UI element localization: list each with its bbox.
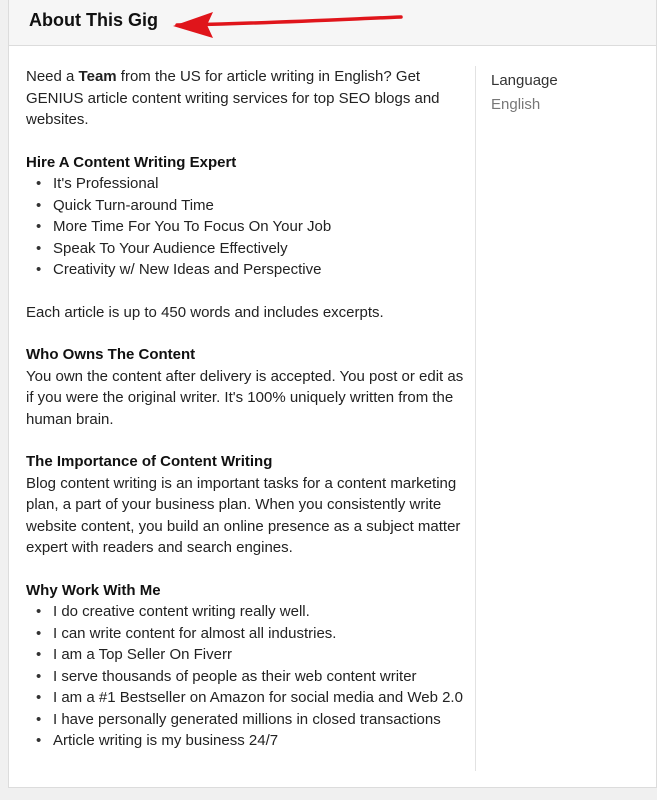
intro-bold-word: Team (78, 68, 117, 85)
list-item: • I am a Top Seller On Fiverr (53, 644, 466, 666)
list-item: • I am a #1 Bestseller on Amazon for social media and Web 2.0 (53, 687, 466, 709)
red-arrow-annotation (169, 4, 409, 44)
section-heading-hire: Hire A Content Writing Expert (26, 153, 237, 171)
intro-paragraph (26, 66, 466, 131)
importance-body: Blog content writing is an important tasks for a content marketing plan, a part of your business plan. When you consistently write website content, you build an online presence as a subject matter expert with readers and search engines. (26, 474, 461, 556)
list-item: • Article writing is my business 24/7 (53, 730, 466, 752)
list-item: • Quick Turn-around Time (53, 195, 466, 217)
language-value: English (491, 96, 541, 113)
ownership-body: You own the content after delivery is accepted. You post or edit as if you were the original writer. It's 100% uniquely written from the human brain. (26, 367, 464, 428)
page-title: About This Gig (29, 10, 158, 30)
column-divider (475, 66, 476, 771)
intro-text-end: from the US for article writing in English? Get GENIUS article content writing services for top SEO blogs and websites. (26, 68, 440, 128)
gig-metadata (491, 69, 558, 117)
list-item: • I have personally generated millions in closed transactions (53, 709, 466, 731)
list-item: • I do creative content writing really well. (53, 601, 466, 623)
language-label: Language (491, 72, 558, 89)
article-note: Each article is up to 450 words and includes excerpts. (26, 303, 384, 321)
list-item: • It's Professional (53, 173, 466, 195)
list-item: • I can write content for almost all industries. (53, 623, 466, 645)
section-heading-why: Why Work With Me (26, 581, 161, 599)
why-list (26, 601, 466, 752)
about-gig-panel (8, 0, 657, 788)
list-item: • Creativity w/ New Ideas and Perspective (53, 259, 466, 281)
gig-description (26, 66, 466, 752)
list-item: • Speak To Your Audience Effectively (53, 238, 466, 260)
list-item: • More Time For You To Focus On Your Job (53, 216, 466, 238)
section-heading-ownership: Who Owns The Content (26, 346, 196, 363)
panel-header (9, 0, 656, 46)
section-heading-importance: The Importance of Content Writing (26, 453, 273, 470)
hire-list (26, 173, 466, 281)
list-item: • I serve thousands of people as their web content writer (53, 666, 466, 688)
intro-text-start: Need a (26, 68, 79, 85)
